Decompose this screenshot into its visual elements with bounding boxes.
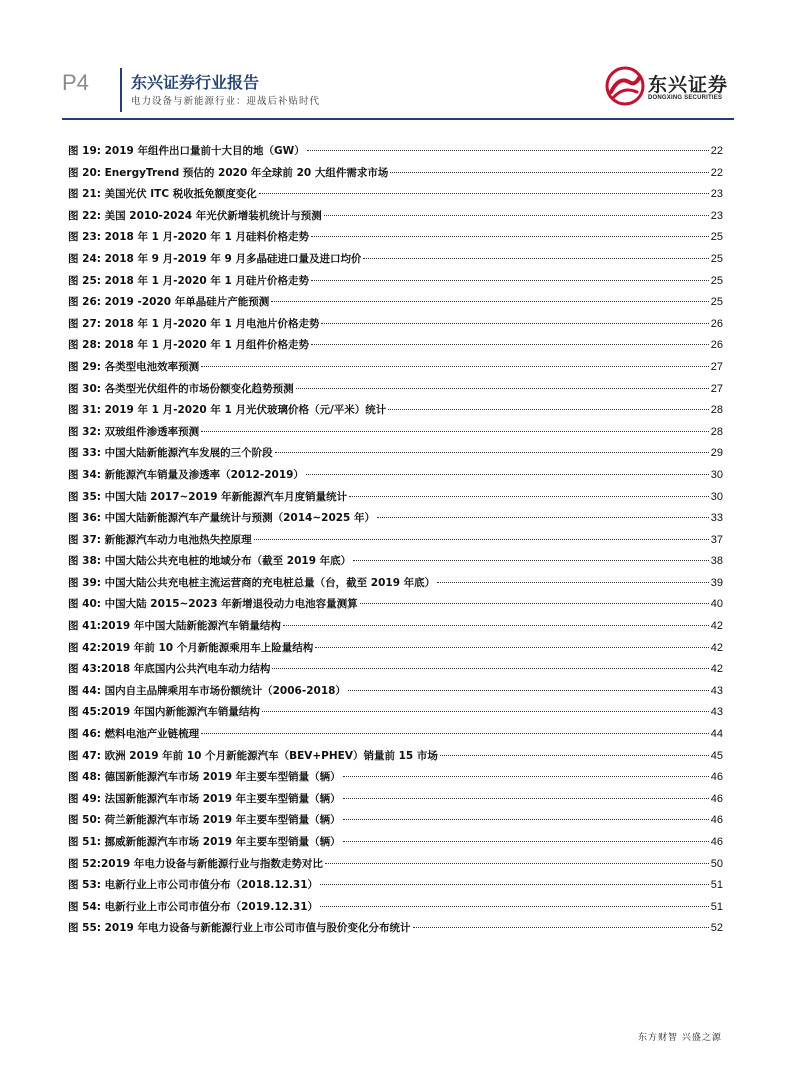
toc-entry-title: 图 33: 中国大陆新能源汽车发展的三个阶段 [68,447,273,460]
toc-entry[interactable] [68,834,723,856]
toc-entry[interactable] [68,920,723,942]
toc-leader-dots [325,863,709,864]
toc-entry-page: 25 [710,296,723,309]
toc-entry[interactable] [68,661,723,683]
toc-entry-title: 图 48: 德国新能源汽车市场 2019 年主要车型销量（辆） [68,771,341,784]
toc-leader-dots [201,431,709,432]
toc-entry[interactable] [68,683,723,705]
toc-leader-dots [353,560,709,561]
toc-entry[interactable] [68,877,723,899]
toc-leader-dots [343,798,709,799]
toc-entry[interactable] [68,553,723,575]
toc-entry-page: 50 [710,857,723,870]
toc-entry[interactable] [68,229,723,251]
toc-entry-title: 图 26: 2019 -2020 年单晶硅片产能预测 [68,296,270,309]
toc-entry[interactable] [68,381,723,403]
toc-entry[interactable] [68,899,723,921]
toc-entry[interactable] [68,186,723,208]
toc-leader-dots [440,755,709,756]
header-divider-vertical [120,68,122,112]
toc-entry-page: 33 [710,512,723,525]
toc-entry-page: 27 [710,382,723,395]
toc-entry-page: 26 [710,317,723,330]
toc-leader-dots [259,193,709,194]
toc-entry-page: 23 [710,188,723,201]
toc-entry[interactable] [68,596,723,618]
toc-entry-page: 52 [710,922,723,935]
toc-entry[interactable] [68,575,723,597]
toc-entry[interactable] [68,359,723,381]
toc-entry-title: 图 29: 各类型电池效率预测 [68,360,200,373]
toc-entry-page: 46 [710,836,723,848]
toc-entry-title: 图 30: 各类型光伏组件的市场份额变化趋势预测 [68,382,294,395]
page-number: P4 [62,70,89,95]
toc-leader-dots [254,539,709,540]
toc-entry-title: 图 38: 中国大陆公共充电桩的地域分布（截至 2019 年底） [68,555,352,568]
toc-entry-page: 46 [710,814,723,827]
toc-entry[interactable] [68,532,723,554]
toc-entry-title: 图 36: 中国大陆新能源汽车产量统计与预测（2014~2025 年） [68,512,376,525]
toc-entry-title: 图 49: 法国新能源汽车市场 2019 年主要车型销量（辆） [68,792,341,805]
toc-entry-page: 43 [710,706,723,719]
toc-leader-dots [320,906,709,907]
toc-leader-dots [363,258,708,259]
toc-leader-dots [283,625,709,626]
toc-leader-dots [343,819,709,820]
toc-entry-title: 图 34: 新能源汽车销量及渗透率（2012-2019） [68,468,304,481]
toc-entry-title: 图 20: EnergyTrend 预估的 2020 年全球前 20 大组件需求市场 [68,166,389,179]
toc-leader-dots [201,733,709,734]
toc-entry[interactable] [68,748,723,770]
toc-entry-page: 44 [710,728,723,741]
toc-entry[interactable] [68,294,723,316]
toc-entry-title: 图 52:2019 年电力设备与新能源行业与指数走势对比 [68,857,323,870]
toc-entry-title: 图 47: 欧洲 2019 年前 10 个月新能源汽车（BEV+PHEV）销量前 15 市场 [68,749,438,762]
company-logo [605,66,735,110]
toc-leader-dots [275,452,709,453]
toc-entry-title: 图 50: 荷兰新能源汽车市场 2019 年主要车型销量（辆） [68,814,341,827]
toc-entry-page: 46 [710,792,723,805]
toc-entry-title: 图 46: 燃料电池产业链梳理 [68,728,200,741]
toc-entry-page: 22 [710,166,723,179]
report-subtitle: 电力设备与新能源行业：迎战后补贴时代 [131,96,321,107]
toc-entry-page: 25 [710,274,723,287]
toc-leader-dots [320,884,709,885]
toc-leader-dots [271,301,709,302]
toc-entry[interactable] [68,273,723,295]
toc-leader-dots [262,711,709,712]
toc-entry-title: 图 40: 中国大陆 2015~2023 年新增退役动力电池容量测算 [68,598,358,611]
toc-entry[interactable] [68,402,723,424]
toc-leader-dots [343,841,709,842]
toc-entry-title: 图 25: 2018 年 1 月-2020 年 1 月硅片价格走势 [68,274,309,287]
toc-entry-title: 图 45:2019 年国内新能源汽车销量结构 [68,706,260,719]
toc-entry[interactable] [68,640,723,662]
toc-leader-dots [360,603,709,604]
toc-entry-page: 25 [710,252,723,265]
toc-leader-dots [272,668,708,669]
toc-entry-page: 22 [710,145,723,157]
toc-entry-title: 图 43:2018 年底国内公共汽电车动力结构 [68,663,271,676]
toc-entry-title: 图 54: 电新行业上市公司市值分布（2019.12.31） [68,900,319,913]
toc-entry-page: 39 [710,576,723,589]
toc-entry-title: 图 28: 2018 年 1 月-2020 年 1 月组件价格走势 [68,339,309,352]
toc-leader-dots [307,150,709,151]
toc-entry[interactable] [68,489,723,511]
logo-mark-icon [605,66,645,106]
toc-leader-dots [315,647,708,648]
toc-entry-title: 图 31: 2019 年 1 月-2020 年 1 月光伏玻璃价格（元/平米）统计 [68,404,387,417]
toc-entry-page: 25 [710,231,723,244]
toc-entry[interactable] [68,251,723,273]
toc-entry-title: 图 21: 美国光伏 ITC 税收抵免额度变化 [68,188,257,201]
toc-leader-dots [437,582,709,583]
header-rule [62,118,734,120]
toc-entry[interactable] [68,337,723,359]
toc-entry-title: 图 27: 2018 年 1 月-2020 年 1 月电池片价格走势 [68,317,320,330]
toc-entry-title: 图 39: 中国大陆公共充电桩主流运营商的充电桩总量（台，截至 2019 年底） [68,576,436,589]
toc-leader-dots [311,236,709,237]
toc-entry-page: 37 [710,533,723,546]
toc-entry-page: 28 [710,425,723,438]
toc-leader-dots [388,409,708,410]
toc-entry[interactable] [68,165,723,187]
toc-entry-title: 图 24: 2018 年 9 月-2019 年 9 月多晶硅进口量及进口均价 [68,252,362,265]
toc-entry-title: 图 22: 美国 2010-2024 年光伏新增装机统计与预测 [68,209,322,222]
toc-entry-page: 42 [710,641,723,654]
toc-entry-page: 30 [710,490,723,503]
toc-leader-dots [349,496,709,497]
toc-entry-title: 图 53: 电新行业上市公司市值分布（2018.12.31） [68,879,319,892]
toc-leader-dots [321,323,708,324]
logo-chinese-name: 东兴证券 [648,74,729,96]
toc-leader-dots [201,366,709,367]
toc-entry-page: 29 [710,447,723,460]
toc-leader-dots [413,927,709,928]
toc-leader-dots [343,776,709,777]
toc-entry[interactable] [68,704,723,726]
toc-entry[interactable] [68,316,723,338]
toc-leader-dots [324,215,709,216]
toc-entry-page: 28 [710,404,723,417]
toc-leader-dots [377,517,709,518]
toc-entry[interactable] [68,424,723,446]
toc-entry-page: 40 [710,598,723,611]
toc-entry-title: 图 23: 2018 年 1 月-2020 年 1 月硅料价格走势 [68,231,309,244]
toc-entry-title: 图 44: 国内自主品牌乘用车市场份额统计（2006-2018） [68,684,346,697]
toc-entry-page: 42 [710,663,723,676]
toc-entry-title: 图 55: 2019 年电力设备与新能源行业上市公司市值与股价变化分布统计 [68,922,411,935]
toc-entry[interactable] [68,208,723,230]
toc-entry[interactable] [68,812,723,834]
toc-entry[interactable] [68,726,723,748]
toc-entry-title: 图 41:2019 年中国大陆新能源汽车销量结构 [68,620,281,633]
toc-entry[interactable] [68,618,723,640]
toc-leader-dots [348,690,709,691]
toc-entry-page: 23 [710,209,723,222]
toc-entry-page: 45 [710,749,723,762]
toc-entry-page: 43 [710,684,723,697]
footer-motto: 东方财智 兴盛之源 [638,1033,722,1043]
toc-entry-page: 38 [710,555,723,568]
report-title: 东兴证券行业报告 [131,73,260,92]
toc-entry-page: 51 [710,879,723,892]
toc-entry[interactable] [68,510,723,532]
toc-entry-page: 30 [710,468,723,481]
toc-entry-title: 图 51: 挪威新能源汽车市场 2019 年主要车型销量（辆） [68,836,341,848]
toc-entry-page: 46 [710,771,723,784]
toc-entry-title: 图 32: 双玻组件渗透率预测 [68,425,200,438]
toc-entry[interactable] [68,856,723,878]
toc-entry-title: 图 37: 新能源汽车动力电池热失控原理 [68,533,252,546]
toc-entry-page: 51 [710,900,723,913]
toc-entry-title: 图 42:2019 年前 10 个月新能源乘用车上险量结构 [68,641,314,654]
toc-entry[interactable] [68,445,723,467]
toc-entry-title: 图 19: 2019 年组件出口量前十大目的地（GW） [68,145,305,157]
toc-entry[interactable] [68,791,723,813]
toc-leader-dots [311,280,709,281]
toc-entry[interactable] [68,769,723,791]
toc-leader-dots [306,474,709,475]
toc-leader-dots [311,344,709,345]
toc-leader-dots [296,388,709,389]
toc-entry[interactable] [68,143,723,165]
table-of-figures [68,143,723,942]
toc-entry-title: 图 35: 中国大陆 2017~2019 年新能源汽车月度销量统计 [68,490,348,503]
toc-entry-page: 42 [710,620,723,633]
toc-leader-dots [390,172,708,173]
toc-entry-page: 27 [710,360,723,373]
toc-entry[interactable] [68,467,723,489]
toc-entry-page: 26 [710,339,723,352]
logo-english-name: DONGXING SECURITIES [648,95,723,101]
